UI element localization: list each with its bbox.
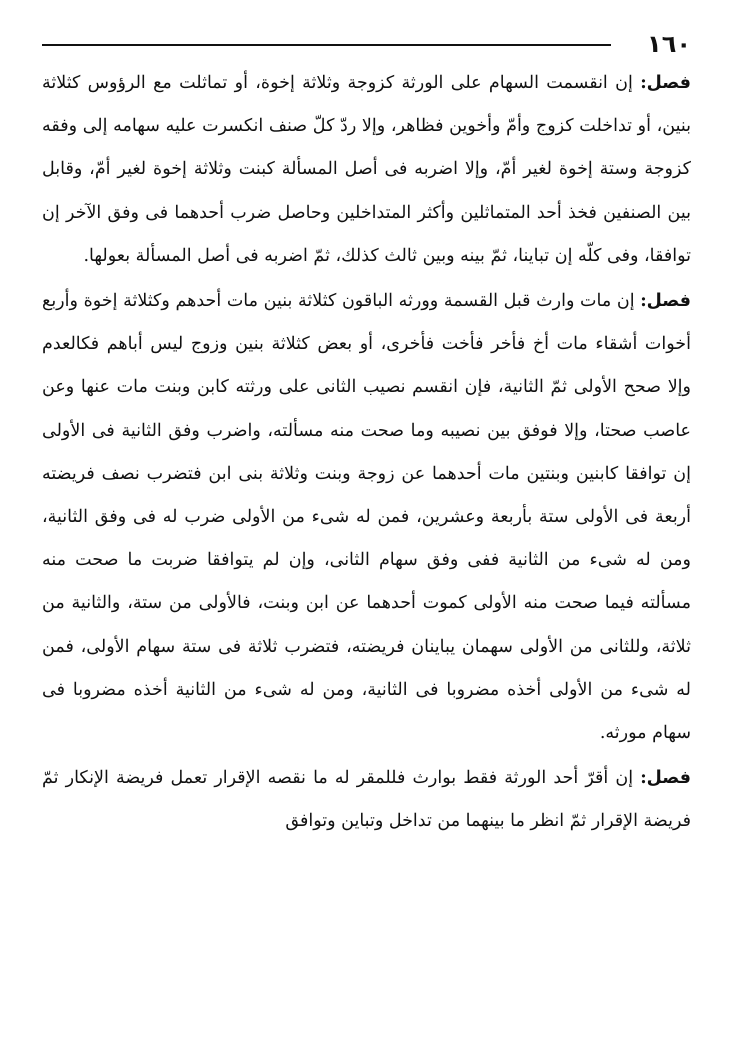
- paragraph-2: فصل: إن مات وارث قبل القسمة وورثه الباقون كثلاثة بنين مات أحدهم وكثلاثة إخوة وأربع أخوات أشقاء مات أخ فأخر فأخت فأخرى، أو بعض كثلاثة بنين وزوج ليس أباهم فكالعدم وإلا صحح الأولى ثمّ الثانية، فإن انقسم نصيب الثانى على ورثته كابن وبنت مات عنها وعن عاصب صحتا، وإلا فوفق بين نصيبه وما صحت منه مسألته، واضرب وفق الثانية فى الأولى إن توافقا كابنين وبنتين مات أحدهما عن زوجة وبنت وثلاثة بنى ابن فتضرب نصف فريضته أربعة فى الأولى ستة بأربعة وعشرين، فمن له شىء من الأولى ضرب له فى وفق الثانية، ومن له شىء من الثانية ففى وفق سهام الثانى، وإن لم يتوافقا ضربت ما صحت منه مسألته فيما صحت منه الأولى كموت أحدهما عن ابن وبنت، فالأولى من ستة، والثانية من ثلاثة، وللثانى من الأولى سهمان يباينان فريضته، فتضرب ثلاثة فى ستة سهام الأولى، فمن له شىء من الأولى أخذه مضروبا فى الثانية، ومن له شىء من الثانية أخذه مضروبا فى سهام مورثه.: [42, 291, 691, 744]
- header-rule: [42, 44, 611, 46]
- paragraph-1: فصل: إن انقسمت السهام على الورثة كزوجة وثلاثة إخوة، أو تماثلت مع الرؤوس كثلاثة بنين، أو تداخلت كزوج وأمّ وأخوين فظاهر، وإلا ردّ كلّ صنف انكسرت عليه سهامه إلى وفقه كزوجة وستة إخوة لغير أمّ، وإلا اضربه فى أصل المسألة كبنت وثلاثة إخوة لغير أمّ، وقابل بين الصنفين فخذ أحد المتماثلين وأكثر المتداخلين وحاصل ضرب أحدهما فى وفق الآخر إن توافقا، وفى كلّه إن تباينا، ثمّ بينه وبين ثالث كذلك، ثمّ اضربه فى أصل المسألة بعولها.: [42, 73, 691, 266]
- section-heading-2: فصل: [646, 291, 691, 312]
- paragraph-2-text: إن مات وارث قبل القسمة وورثه الباقون كثلاثة بنين مات أحدهم وكثلاثة إخوة وأربع أخوات أشقاء مات أخ فأخر فأخت فأخرى، أو بعض كثلاثة بنين وزوج ليس أباهم فكالعدم وإلا صحح الأولى ثمّ الثانية، فإن انقسم نصيب الثانى على ورثته كابن وبنت مات عنها وعن عاصب صحتا، وإلا فوفق بين نصيبه وما صحت منه مسألته، واضرب وفق الثانية فى الأولى إن توافقا كابنين وبنتين مات أحدهما عن زوجة وبنت وثلاثة بنى ابن فتضرب نصف فريضته أربعة فى الأولى ستة بأربعة وعشرين، فمن له شىء من الأولى ضرب له فى وفق الثانية، ومن له شىء من الثانية ففى وفق سهام الثانى، وإن لم يتوافقا ضربت ما صحت منه مسألته فيما صحت منه الأولى كموت أحدهما عن ابن وبنت، فالأولى من ستة، والثانية من ثلاثة، وللثانى من الأولى سهمان يباينان فريضته، فتضرب ثلاثة فى ستة سهام الأولى، فمن له شىء من الأولى أخذه مضروبا فى الثانية، ومن له شىء من الثانية أخذه مضروبا فى سهام مورثه.: [42, 291, 691, 744]
- section-heading-3: فصل: [646, 768, 691, 789]
- page-header: [42, 30, 691, 60]
- paragraph-1-text: إن انقسمت السهام على الورثة كزوجة وثلاثة إخوة، أو تماثلت مع الرؤوس كثلاثة بنين، أو تداخلت كزوج وأمّ وأخوين فظاهر، وإلا ردّ كلّ صنف انكسرت عليه سهامه إلى وفقه كزوجة وستة إخوة لغير أمّ، وإلا اضربه فى أصل المسألة كبنت وثلاثة إخوة لغير أمّ، وقابل بين الصنفين فخذ أحد المتماثلين وأكثر المتداخلين وحاصل ضرب أحدهما فى وفق الآخر إن توافقا، وفى كلّه إن تباينا، ثمّ بينه وبين ثالث كذلك، ثمّ اضربه فى أصل المسألة بعولها.: [42, 73, 691, 266]
- paragraph-3-text: إن أقرّ أحد الورثة فقط بوارث فللمقر له ما نقصه الإقرار تعمل فريضة الإنكار ثمّ فريضة الإقرار ثمّ انظر ما بينهما من تداخل وتباين وتوافق: [42, 768, 691, 832]
- page-body: [42, 62, 691, 844]
- page-number: ١٦٠: [647, 30, 691, 58]
- paragraph-3: فصل: إن أقرّ أحد الورثة فقط بوارث فللمقر له ما نقصه الإقرار تعمل فريضة الإنكار ثمّ فريضة الإقرار ثمّ انظر ما بينهما من تداخل وتباين وتوافق: [42, 768, 691, 832]
- section-heading-1: فصل: [646, 73, 691, 93]
